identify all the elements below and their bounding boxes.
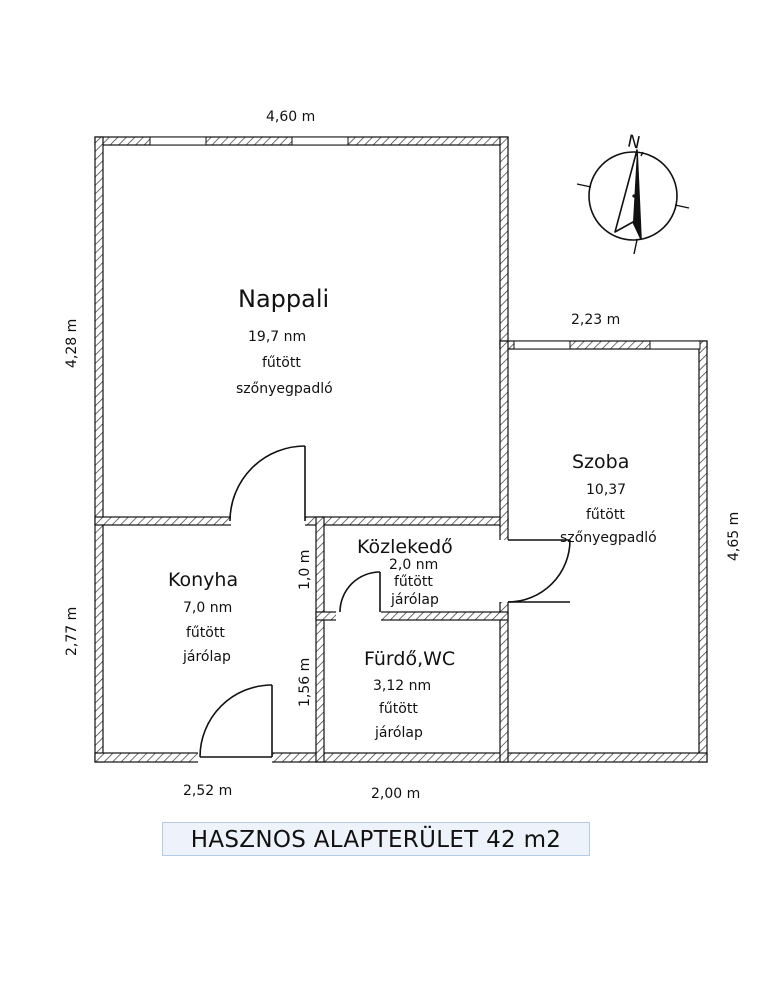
- room-name-konyha: Konyha: [168, 569, 239, 591]
- compass-north-label: N: [625, 131, 643, 154]
- room-floor-furdo: járólap: [375, 725, 423, 741]
- room-heating-furdo: fűtött: [379, 701, 418, 717]
- room-name-kozlekedo: Közlekedő: [357, 536, 453, 558]
- room-floor-nappali: szőnyegpadló: [236, 381, 333, 397]
- room-floor-szoba: szőnyegpadló: [560, 530, 657, 546]
- room-name-furdo: Fürdő,WC: [364, 648, 456, 670]
- wall-konyha-right: [316, 517, 324, 762]
- room-heating-konyha: fűtött: [186, 625, 225, 641]
- dim-left-lower: 2,77 m: [64, 606, 80, 656]
- room-name-nappali: Nappali: [238, 285, 330, 313]
- room-area-furdo: 3,12 nm: [373, 678, 432, 694]
- dim-bottom-left: 2,52 m: [183, 783, 233, 799]
- room-heating-nappali: fűtött: [262, 355, 301, 371]
- room-area-nappali: 19,7 nm: [248, 329, 307, 345]
- room-area-kozlekedo: 2,0 nm: [389, 557, 439, 573]
- dim-bottom-mid: 2,00 m: [371, 786, 421, 802]
- room-area-konyha: 7,0 nm: [183, 600, 233, 616]
- wall-right: [699, 341, 707, 762]
- door-konyha: [200, 685, 272, 757]
- dim-szoba-width: 2,23 m: [571, 312, 621, 328]
- wall-bottom: [95, 753, 707, 762]
- room-heating-kozlekedo: fűtött: [394, 574, 433, 590]
- dim-kozlekedo-height: 1,0 m: [297, 549, 313, 590]
- dim-left-upper: 4,28 m: [64, 318, 80, 368]
- window-szoba-left: [514, 341, 570, 349]
- door-kozlekedo: [340, 572, 380, 612]
- door-nappali: [230, 446, 305, 521]
- room-furdo: [364, 648, 455, 741]
- compass-icon: [577, 131, 689, 254]
- room-konyha: [168, 569, 238, 665]
- summary-area-label: HASZNOS ALAPTERÜLET 42 m2: [162, 822, 590, 856]
- dim-right-height: 4,65 m: [726, 511, 742, 561]
- room-kozlekedo: [357, 536, 453, 608]
- wall-nappali-right: [500, 137, 508, 348]
- room-szoba: [560, 451, 657, 546]
- window-szoba-right: [650, 341, 700, 349]
- room-name-szoba: Szoba: [572, 451, 630, 473]
- dim-top-width: 4,60 m: [266, 109, 316, 125]
- wall-left: [95, 137, 103, 762]
- room-area-szoba: 10,37: [586, 482, 627, 498]
- room-heating-szoba: fűtött: [586, 507, 625, 523]
- room-floor-kozlekedo: járólap: [391, 592, 439, 608]
- window-top-left: [150, 137, 206, 145]
- room-floor-konyha: járólap: [183, 649, 231, 665]
- dim-furdo-height: 1,56 m: [297, 657, 313, 707]
- door-szoba: [508, 540, 570, 602]
- room-nappali: [236, 285, 333, 397]
- window-top-right: [292, 137, 348, 145]
- door-openings: [198, 516, 509, 763]
